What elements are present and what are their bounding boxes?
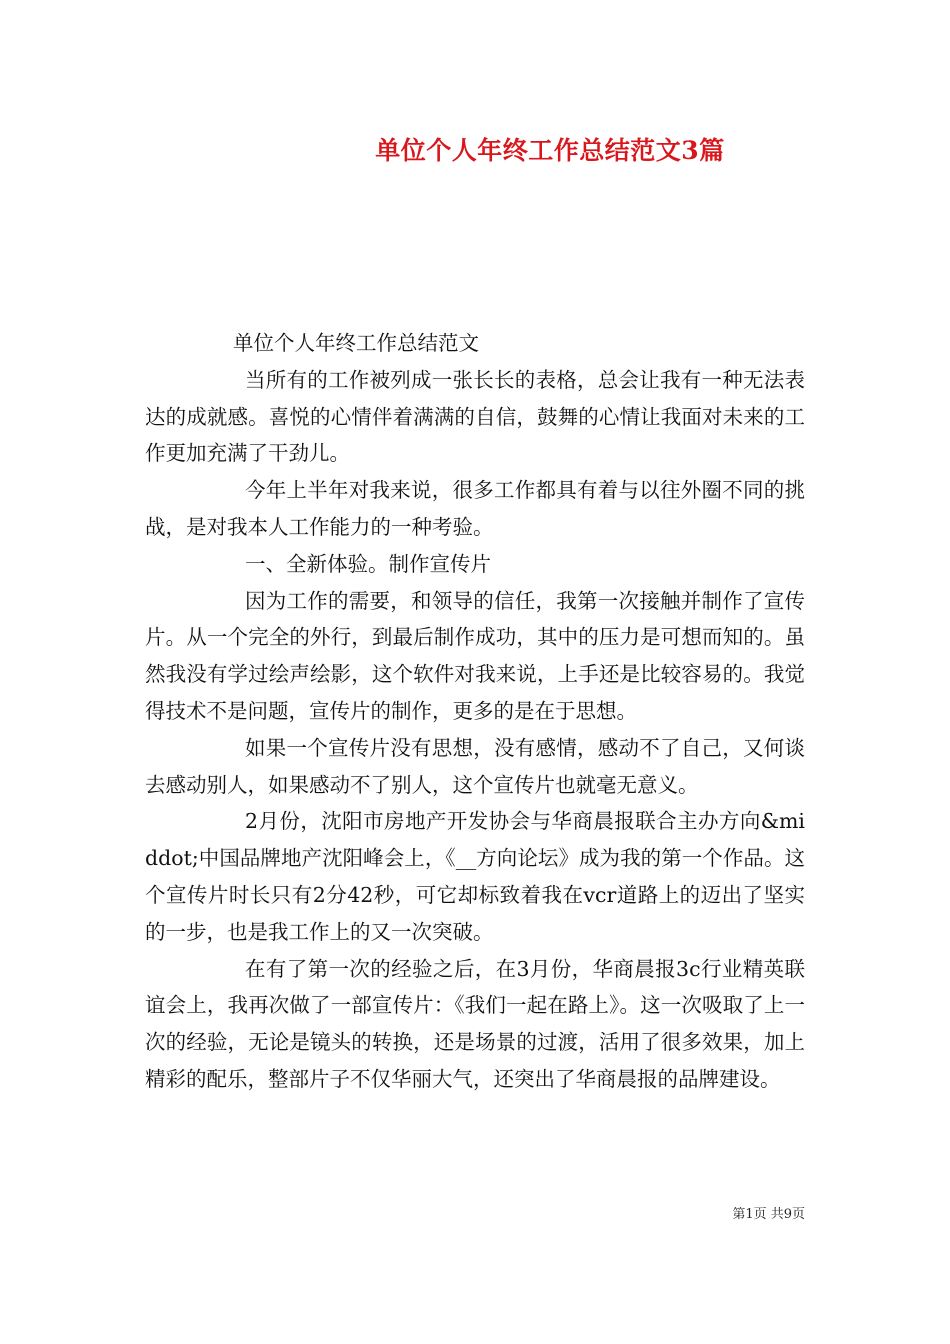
section-heading: 一、全新体验。制作宣传片 bbox=[245, 551, 491, 576]
paragraph: 当所有的工作被列成一张长长的表格，总会让我有一种无法表达的成就感。喜悦的心情伴着满满的自信，鼓舞的心情让我面对未来的工作更加充满了干劲儿。 bbox=[145, 367, 805, 466]
document-title: 单位个人年终工作总结范文3篇 bbox=[375, 136, 725, 165]
paragraph: 在有了第一次的经验之后，在3月份，华商晨报3c行业精英联谊会上，我再次做了一部宣传片：《我们一起在路上》。这一次吸取了上一次的经验，无论是镜头的转换，还是场景的过渡，活用了很多效果，加上精彩的配乐，整部片子不仅华丽大气，还突出了华商晨报的品牌建设。 bbox=[145, 956, 805, 1091]
document-body bbox=[145, 325, 805, 1098]
page-number-footer: 第1页 共9页 bbox=[732, 1207, 805, 1222]
paragraph: 因为工作的需要，和领导的信任，我第一次接触并制作了宣传片。从一个完全的外行，到最后制作成功，其中的压力是可想而知的。虽然我没有学过绘声绘影，这个软件对我来说，上手还是比较容易的。我觉得技术不是问题，宣传片的制作，更多的是在于思想。 bbox=[145, 588, 805, 723]
document-subtitle: 单位个人年终工作总结范文 bbox=[233, 331, 479, 355]
paragraph: 2月份，沈阳市房地产开发协会与华商晨报联合主办方向&middot;中国品牌地产沈阳峰会上，《__方向论坛》成为我的第一个作品。这个宣传片时长只有2分42秒，可它却标致着我在vcr道路上的迈出了坚实的一步，也是我工作上的又一次突破。 bbox=[145, 809, 805, 944]
paragraph: 今年上半年对我来说，很多工作都具有着与以往外圈不同的挑战，是对我本人工作能力的一种考验。 bbox=[145, 478, 805, 539]
paragraph: 如果一个宣传片没有思想，没有感情，感动不了自己，又何谈去感动别人，如果感动不了别人，这个宣传片也就毫无意义。 bbox=[145, 735, 805, 797]
